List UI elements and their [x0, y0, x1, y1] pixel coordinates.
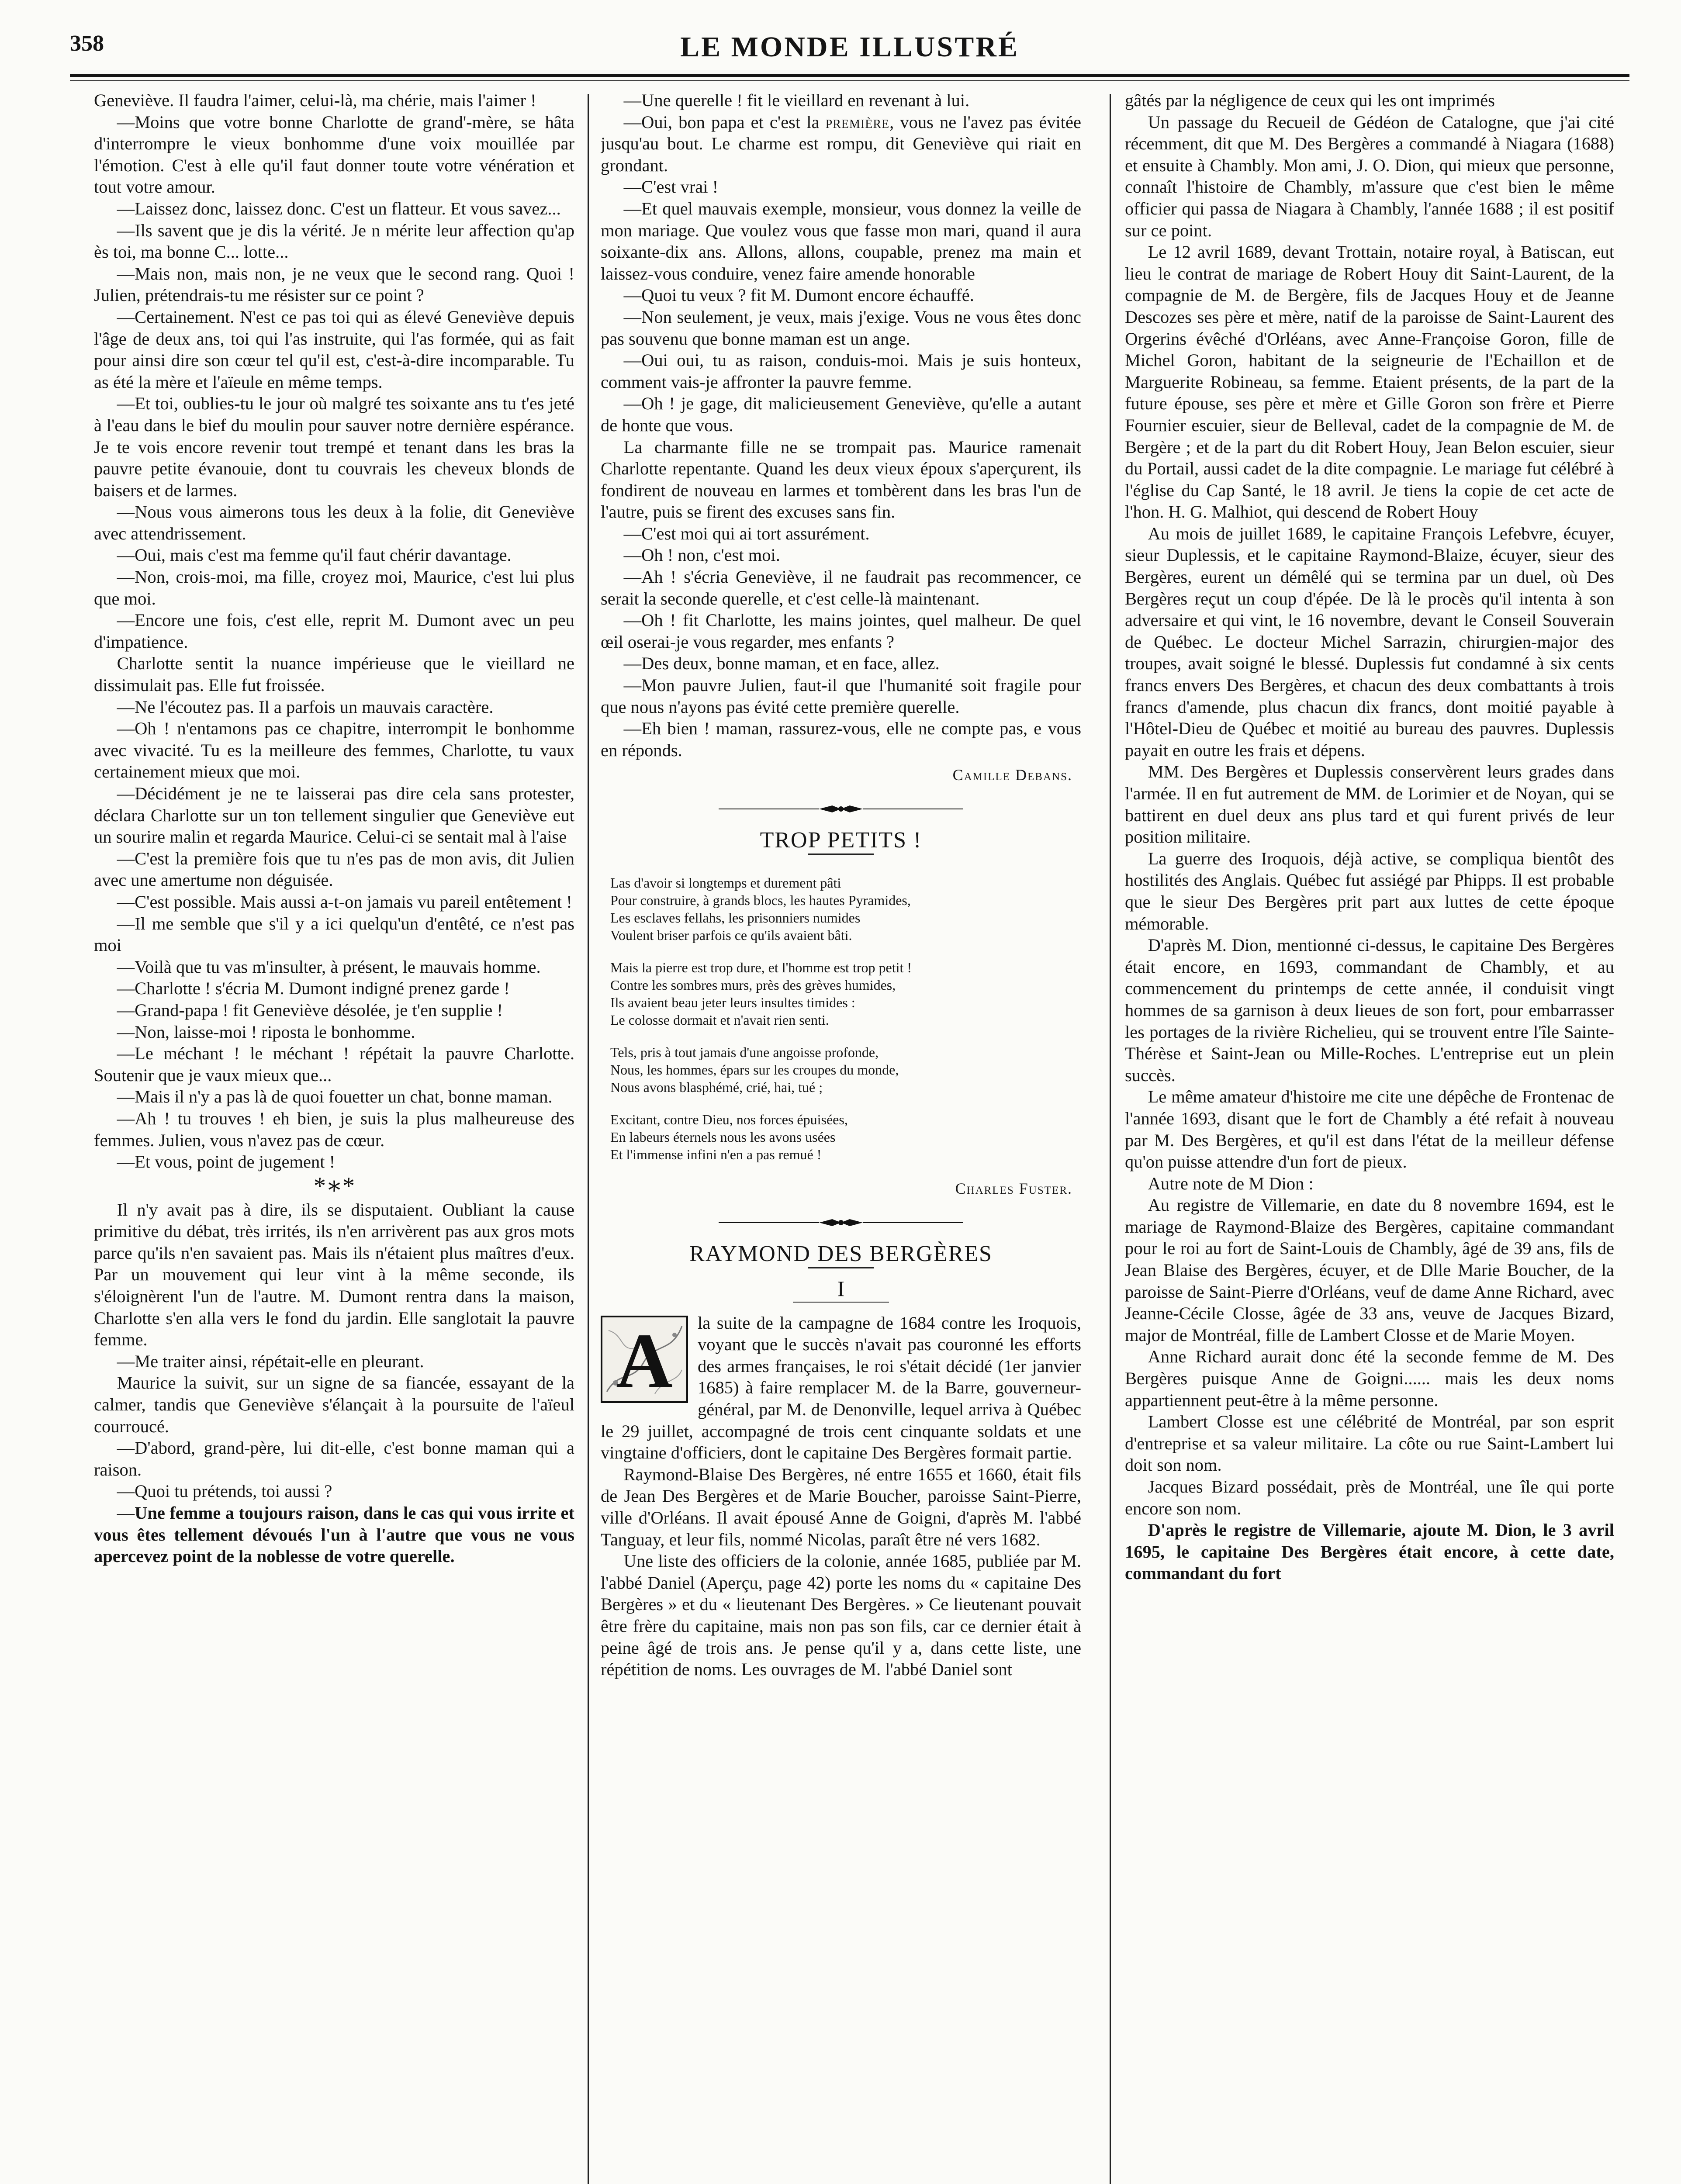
chapter-number: I: [837, 1276, 845, 1301]
paragraph: —Quoi tu veux ? fit M. Dumont encore échauffé.: [623, 285, 974, 305]
paragraph: Jacques Bizard possédait, près de Montréal, une île qui porte encore son nom.: [1125, 1477, 1614, 1518]
poem-line: Contre les sombres murs, près des grèves humides,: [610, 977, 896, 993]
paragraph: —Et vous, point de jugement !: [117, 1152, 336, 1172]
paragraph: —Non, laisse-moi ! riposta le bonhomme.: [117, 1022, 415, 1042]
paragraph: —C'est vrai !: [623, 177, 719, 197]
poem-stanza: [610, 874, 1081, 944]
column-3: [1125, 90, 1614, 2184]
poem-line: Tels, pris à tout jamais d'une angoisse profonde,: [610, 1044, 879, 1060]
paragraph: La charmante fille ne se trompait pas. Maurice ramenait Charlotte repentante. Quand les deux vieux époux s'aperçurent, ils fondirent de nouveau en larmes et tombèrent dans les bras l'un de l'autre, puis se firent des excuses sans fin.: [601, 437, 1081, 522]
paragraph: —Laissez donc, laissez donc. C'est un flatteur. Et vous savez...: [117, 198, 561, 218]
paragraph: Une liste des officiers de la colonie, année 1685, publiée par M. l'abbé Daniel (Aperçu, page 42) porte les noms du « capitaine Des Bergères » et du « lieutenant Des Bergères. » Ce lieutenant pouvait être frère du capitaine, mais non pas son fils, car ce dernier était à peine âgé de trois ans. Je pense qu'il y a, dans cette liste, une répétition de noms. Les ouvrages de M. l'abbé Daniel sont: [601, 1551, 1081, 1679]
paragraph: —Il me semble que s'il y a ici quelqu'un d'entêté, ce n'est pas moi: [94, 913, 574, 955]
paragraph: —Et toi, oublies-tu le jour où malgré tes soixante ans tu t'es jeté à l'eau dans le bief du moulin pour sauver notre dernière espérance. Je te vois encore revenir tout trempé et tenant dans les bras la pauvre petite évanouie, dont tu couvrais les cheveux blonds de baisers et de larmes.: [94, 394, 574, 500]
paragraph: —Nous vous aimerons tous les deux à la folie, dit Geneviève avec attendrissement.: [94, 502, 574, 543]
paragraph: —Mais il n'y a pas là de quoi fouetter un chat, bonne maman.: [117, 1087, 553, 1107]
paragraph: —Non seulement, je veux, mais j'exige. Vous ne vous êtes donc pas souvenu que bonne maman est un ange.: [601, 307, 1081, 349]
author-signature: Charles Fuster.: [955, 1180, 1072, 1197]
paragraph: Le 12 avril 1689, devant Trottain, notaire royal, à Batiscan, eut lieu le contrat de mariage de Robert Houy dit Saint-Laurent, de la compagnie de M. de Bergère, fils de Jacques Houy et de Jeanne Descozes ses père et mère, natif de la paroisse de Saint-Laurent des Orgerins évêché d'Orléans, avec Anne-Françoise Goron, fille de Michel Goron, habitant de la seigneurie de l'Echaillon et de Marguerite Robineau, sa femme. Etaient présents, de la part de la future épouse, ses père et mère et Gille Goron son frère et Pierre Fournier escuier, sieur de Belleval, cadet de la compagnie de M. de Bergère ; et de la part du dit Robert Houy, Jean Belon escuier, sieur du Portail, aussi cadet de la dite compagnie. Le mariage fut célébré à l'église du Cap Santé, le 18 avril. Je tiens la copie de cet acte de l'hon. H. G. Malhiot, qui descend de Robert Houy: [1125, 242, 1614, 522]
page-number: 358: [70, 31, 104, 56]
paragraph: —Voilà que tu vas m'insulter, à présent, le mauvais homme.: [117, 957, 541, 977]
poem-line: Nous, les hommes, épars sur les croupes du monde,: [610, 1062, 899, 1078]
paragraph: —Ne l'écoutez pas. Il a parfois un mauvais caractère.: [117, 697, 494, 717]
chapter-lead-paragraph: la suite de la campagne de 1684 contre les Iroquois, voyant que le succès n'avait pas couronné les efforts des armes françaises, le roi s'était décidé (1er janvier 1685) à faire remplacer M. de la Barre, gouverneur-général, par M. de Denonville, lequel arriva à Québec le 29 juillet, accompagné de trois cent cinquante soldats et une vingtaine d'officiers, dont le capitaine Des Bergères formait partie.: [601, 1313, 1081, 1463]
poem-line: Pour construire, à grands blocs, les hautes Pyramides,: [610, 892, 911, 908]
paragraph: Autre note de M Dion :: [1148, 1173, 1314, 1193]
dropcap-ornament: [601, 1316, 688, 1403]
poem-line: Le colosse dormait et n'avait rien senti.: [610, 1012, 829, 1028]
paragraph: —Et quel mauvais exemple, monsieur, vous donnez la veille de mon mariage. Que voulez vous que fasse mon mari, quand il aura soixante-dix ans. Allons, allons, coupable, prenez ma main et laissez-vous conduire, venez faire amende honorable: [601, 198, 1081, 283]
chapter-rule: [793, 1302, 889, 1303]
paragraph: Lambert Closse est une célébrité de Montréal, par son esprit d'entreprise et sa valeur militaire. La côte ou rue Saint-Lambert lui doit son nom.: [1125, 1412, 1614, 1475]
paragraph: Anne Richard aurait donc été la seconde femme de M. Des Bergères puisque Anne de Goigni...... mais les deux noms appartiennent peut-être à la même personne.: [1125, 1347, 1614, 1410]
poem-line: Mais la pierre est trop dure, et l'homme est trop petit !: [610, 960, 912, 975]
paragraph: D'après le registre de Villemarie, ajoute M. Dion, le 3 avril 1695, le capitaine Des Bergères était encore, à cette date, commandant du fort: [1125, 1520, 1614, 1583]
paragraph: —Me traiter ainsi, répétait-elle en pleurant.: [117, 1351, 424, 1371]
paragraph: —Ils savent que je dis la vérité. Je n mérite leur affection qu'ap ès toi, ma bonne C... lotte...: [94, 220, 574, 262]
small-caps-word: première: [825, 112, 890, 132]
poem-title: TROP PETITS !: [760, 828, 922, 853]
author-signature: Camille Debans.: [952, 766, 1072, 784]
poem: [610, 874, 1081, 1163]
poem-line: Ils avaient beau jeter leurs insultes timides :: [610, 995, 855, 1010]
poem-line: Las d'avoir si longtemps et durement pâti: [610, 875, 841, 891]
paragraph: —Mais non, mais non, je ne veux que le second rang. Quoi ! Julien, prétendrais-tu me résister sur ce point ?: [94, 263, 574, 305]
paragraph: Au registre de Villemarie, en date du 8 novembre 1694, est le mariage de Raymond-Blaize des Bergères, capitaine commandant pour le roi au fort de Saint-Louis de Chambly, âgé de 39 ans, fils de Jean Blaise des Bergères, écuyer, et de Dlle Marie Boucher, de la paroisse de Saint-Pierre d'Orléans, veuf de dame Anne Richard, avec Jeanne-Cécile Closse, âgée de 33 ans, veuve de Jacques Bizard, major de Montréal, fille de Lambert Closse et de Marie Moyen.: [1125, 1195, 1614, 1345]
asterism: *∗*: [313, 1172, 355, 1199]
chapter-opening: [601, 1312, 1081, 1464]
title-rule: [808, 1267, 874, 1268]
paragraph: —Décidément je ne te laisserai pas dire cela sans protester, déclara Charlotte sur un ton tellement singulier que Geneviève eut un sourire malin et regarda Maurice. Celui-ci se sentait mal à l'aise: [94, 784, 574, 847]
paragraph: —C'est possible. Mais aussi a-t-on jamais vu pareil entêtement !: [117, 892, 572, 912]
ornament-divider: [719, 1217, 963, 1228]
paragraph: Le même amateur d'histoire me cite une dépêche de Frontenac de l'année 1693, disant que le fort de Chambly a été refait à nouveau par M. Des Bergères, et qu'il est dans l'état de la meilleur défense qu'on puisse attendre d'un fort de pieux.: [1125, 1087, 1614, 1172]
paragraph: —Eh bien ! maman, rassurez-vous, elle ne compte pas, e vous en réponds.: [601, 719, 1081, 760]
poem-line: Nous avons blasphémé, crié, hai, tué ;: [610, 1079, 823, 1095]
paragraph: —Une femme a toujours raison, dans le cas qui vous irrite et vous êtes tellement dévoués l'un à l'autre que vous ne vous apercevez point de la noblesse de votre querelle.: [94, 1503, 574, 1566]
paragraph: —Oh ! je gage, dit malicieusement Geneviève, qu'elle a autant de honte que vous.: [601, 394, 1081, 435]
paragraph: gâtés par la négligence de ceux qui les ont imprimés: [1125, 90, 1495, 110]
paragraph: —Ah ! tu trouves ! eh bien, je suis la plus malheureuse des femmes. Julien, vous n'avez pas de cœur.: [94, 1108, 574, 1150]
page-header: [70, 31, 1629, 79]
text-span: , vous ne l'avez pas évitée jusqu'au bout. Le charme est rompu, dit Geneviève qui riait en grondant.: [601, 112, 1081, 175]
poem-stanza: [610, 1111, 1081, 1163]
paragraph: —Quoi tu prétends, toi aussi ?: [117, 1481, 332, 1501]
text-span: —Oui, bon papa et c'est la: [623, 112, 826, 132]
paragraph: —Grand-papa ! fit Geneviève désolée, je t'en supplie !: [117, 1000, 503, 1020]
paragraph: —C'est la première fois que tu n'es pas de mon avis, dit Julien avec une amertume non déguisée.: [94, 848, 574, 890]
paragraph: Raymond-Blaise Des Bergères, né entre 1655 et 1660, était fils de Jean Des Bergères et de Marie Boucher, paroisse Saint-Pierre, ville d'Orléans. Il avait épousé Anne de Goigni, d'après M. l'abbé Tanguay, et leur fils, nommé Nicolas, paraît être né vers 1682.: [601, 1464, 1081, 1549]
header-rule-thin: [70, 80, 1629, 81]
paragraph: —Des deux, bonne maman, et en face, allez.: [623, 653, 940, 674]
paragraph: —Charlotte ! s'écria M. Dumont indigné prenez garde !: [117, 978, 510, 999]
paragraph: Un passage du Recueil de Gédéon de Catalogne, que j'ai cité récemment, dit que M. Des Bergères a commandé à Niagara (1688) et ensuite à Chambly. Mon ami, J. O. Dion, qui mieux que personne, connaît l'histoire de Chambly, m'assure que c'est bien le même officier qui passa de Niagara à Chambly, l'année 1688 ; il est positif sur ce point.: [1125, 112, 1614, 240]
paragraph: —Oh ! n'entamons pas ce chapitre, interrompit le bonhomme avec vivacité. Tu es la meilleure des femmes, Charlotte, tu vaux certainement mieux que moi.: [94, 719, 574, 782]
paragraph: —Oui oui, tu as raison, conduis-moi. Mais je suis honteux, comment vais-je affronter la pauvre femme.: [601, 350, 1081, 392]
header-rule-thick: [70, 74, 1629, 77]
poem-stanza: [610, 959, 1081, 1029]
paragraph: —Moins que votre bonne Charlotte de grand'-mère, se hâta d'interrompre le vieux bonhomme d'une voix mouillée par l'émotion. C'est à elle qu'il faut donner toute votre vénération et tout votre amour.: [94, 112, 574, 197]
ornament-divider: [719, 804, 963, 814]
paragraph: D'après M. Dion, mentionné ci-dessus, le capitaine Des Bergères était encore, en 1693, commandant de Chambly, et au commencement du printemps de cette année, il conduisit vingt hommes de sa garnison à deux lieues de son fort, pour embarrasser les portages de la rivière Richelieu, qui se trouvent entre l'île Sainte-Thérèse et Saint-Jean ou Mille-Roches. L'entreprise eut un plein succès.: [1125, 935, 1614, 1085]
dropcap-letter: A: [616, 1317, 673, 1404]
column-separator: [588, 94, 589, 2184]
column-1: [94, 90, 574, 2184]
paragraph: Il n'y avait pas à dire, ils se disputaient. Oubliant la cause primitive du débat, très irrités, ils n'en arrivèrent pas aux gros mots parce qu'ils n'en savaient pas. Mais ils n'étaient plus maîtres d'eux. Par un mouvement qui leur vint à la même seconde, ils s'éloignèrent l'un de l'autre. M. Dumont rentra dans la maison, Charlotte s'en alla vers le fond du jardin. Elle sanglotait la pauvre femme.: [94, 1199, 574, 1350]
paragraph: —Ah ! s'écria Geneviève, il ne faudrait pas recommencer, ce serait la seconde querelle, et c'est celle-là maintenant.: [601, 567, 1081, 608]
poem-stanza: [610, 1044, 1081, 1096]
paragraph: —Le méchant ! le méchant ! répétait la pauvre Charlotte. Soutenir que je vaux mieux que...: [94, 1044, 574, 1085]
paragraph: —Mon pauvre Julien, faut-il que l'humanité soit fragile pour que nous n'ayons pas évité cette première querelle.: [601, 675, 1081, 717]
poem-line: En labeurs éternels nous les avons usées: [610, 1129, 836, 1145]
paragraph: —Oh ! fit Charlotte, les mains jointes, quel malheur. De quel œil oserai-je vous regarder, mes enfants ?: [601, 610, 1081, 652]
paragraph: —Oh ! non, c'est moi.: [623, 545, 780, 565]
paragraph: —Certainement. N'est ce pas toi qui as élevé Geneviève depuis l'âge de deux ans, toi qui l'as instruite, qui l'as formée, qui as fait pour ainsi dire son cœur tel qu'il est, c'est-à-dire incomparable. Tu as été la mère et l'aïeule en même temps.: [94, 307, 574, 392]
paragraph: Au mois de juillet 1689, le capitaine François Lefebvre, écuyer, sieur Duplessis, et le capitaine Raymond-Blaize, écuyer, sieur des Bergères, eurent un démêlé qui se termina par un duel, où Des Bergères reçut un coup d'épée. De là le procès qu'il intenta à son adversaire et qui vint, le 16 novembre, devant le Conseil Souverain de Québec. Le docteur Michel Sarrazin, chirurgien-major des troupes, avait soigné le blessé. Duplessis fut condamné à six cents francs envers Des Bergères, et chacun des deux combattants à trois francs d'amende, plus chacun dix francs, dont moitié payable à l'Hôtel-Dieu de Québec et moitié au bureau des pauvres. Duplessis payait en outre les frais et dépens.: [1125, 523, 1614, 760]
paragraph: La guerre des Iroquois, déjà active, se compliqua bientôt des hostilités des Anglais. Québec fut assiégé par Phipps. Il est probable que le sieur Des Bergères prit part aux luttes de cette époque mémorable.: [1125, 848, 1614, 933]
paragraph: —Encore une fois, c'est elle, reprit M. Dumont avec un peu d'impatience.: [94, 610, 574, 652]
paragraph: —C'est moi qui ai tort assurément.: [623, 523, 870, 543]
poem-line: Les esclaves fellahs, les prisonniers numides: [610, 910, 861, 926]
column-separator: [1110, 94, 1111, 2184]
paragraph: —D'abord, grand-père, lui dit-elle, c'est bonne maman qui a raison.: [94, 1438, 574, 1479]
poem-line: Excitant, contre Dieu, nos forces épuisées,: [610, 1112, 848, 1127]
column-2: [601, 90, 1081, 2184]
paragraph: —Une querelle ! fit le vieillard en revenant à lui.: [623, 90, 970, 110]
journal-title: LE MONDE ILLUSTRÉ: [680, 31, 1019, 63]
article-title: RAYMOND DES BERGÈRES: [689, 1241, 993, 1266]
paragraph: MM. Des Bergères et Duplessis conservèrent leurs grades dans l'armée. Il en fut autrement de MM. de Lorimier et de Noyan, qui se battirent en duel deux ans plus tard et qui furent privés de leur position militaire.: [1125, 762, 1614, 847]
poem-line: Et l'immense infini n'en a pas remué !: [610, 1147, 822, 1162]
paragraph: —Non, crois-moi, ma fille, croyez moi, Maurice, c'est lui plus que moi.: [94, 567, 574, 608]
paragraph: Maurice la suivit, sur un signe de sa fiancée, essayant de la calmer, tandis que Geneviève s'élançait à la poursuite de l'aïeul courroucé.: [94, 1373, 574, 1436]
paragraph: Geneviève. Il faudra l'aimer, celui-là, ma chérie, mais l'aimer !: [94, 90, 536, 110]
paragraph: —Oui, mais c'est ma femme qu'il faut chérir davantage.: [117, 545, 512, 565]
paragraph: Charlotte sentit la nuance impérieuse que le vieillard ne dissimulait pas. Elle fut froissée.: [94, 653, 574, 695]
title-rule: [808, 854, 874, 855]
poem-line: Voulent briser parfois ce qu'ils avaient bâti.: [610, 927, 852, 943]
paragraph: [601, 111, 1081, 176]
